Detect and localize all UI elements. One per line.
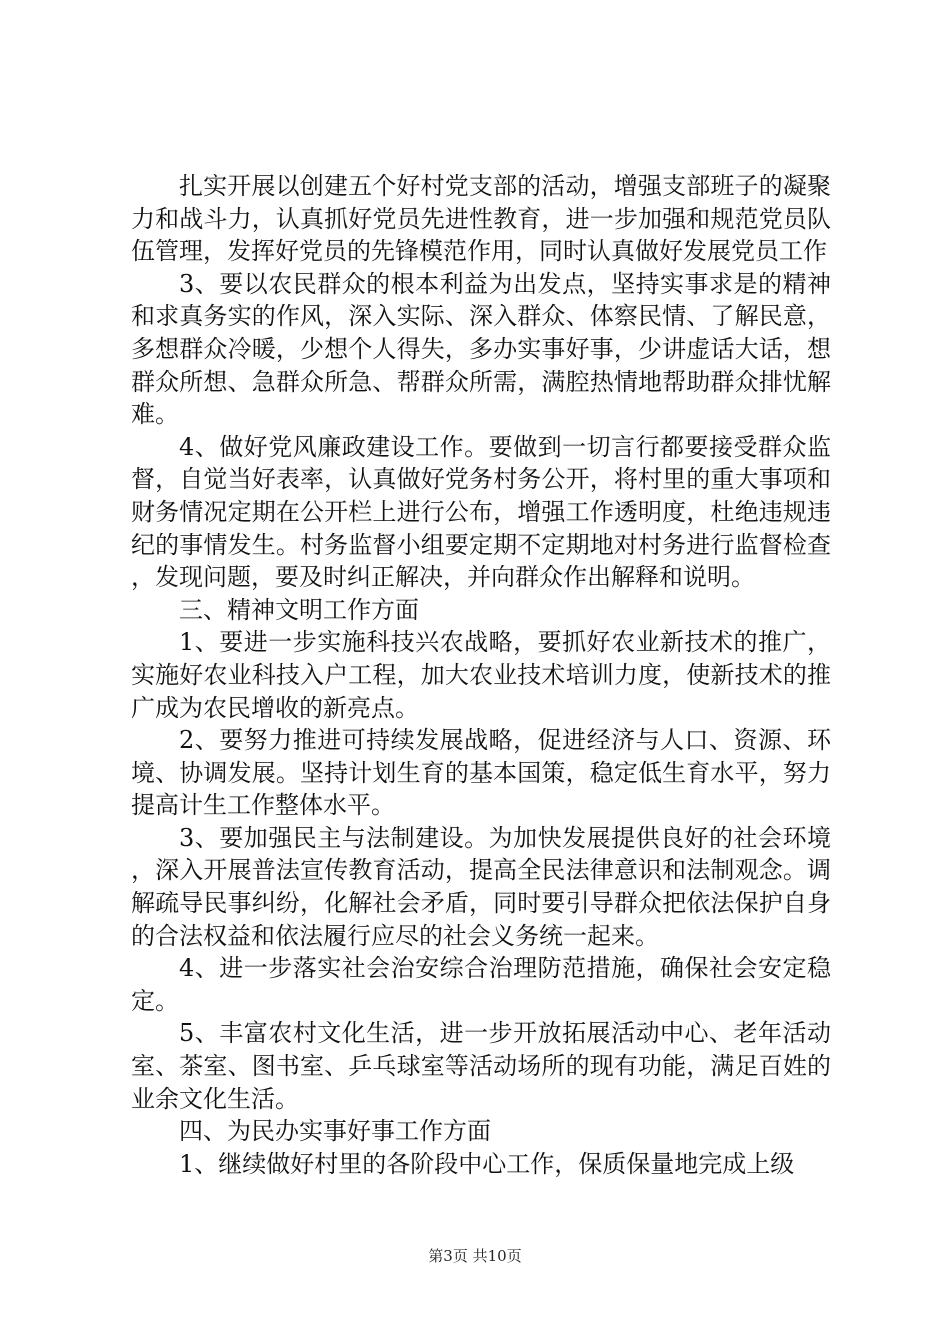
document-body [131,170,831,1180]
heading-section-3: 三、精神文明工作方面 [179,595,419,624]
paragraph-item-3-legal: 3、要加强民主与法制建设。为加快发展提供良好的社会环境，深入开展普法宣传教育活动，提高全民法律意识和法制观念。调解疏导民事纠纷，化解社会矛盾，同时要引导群众把依法保护自身的合法权益和依法履行应尽的社会义务统一起来。 [131,823,831,950]
paragraph-item-1-technology: 1、要进一步实施科技兴农战略，要抓好农业新技术的推广，实施好农业科技入户工程，加大农业技术培训力度，使新技术的推广成为农民增收的新亮点。 [131,628,831,722]
paragraph-item-1-central-work: 1、继续做好村里的各阶段中心工作，保质保量地完成上级 [179,1149,795,1178]
paragraph-item-5-culture: 5、丰富农村文化生活，进一步开放拓展活动中心、老年活动室、茶室、图书室、乒乓球室等活动场所的现有功能，满足百姓的业余文化生活。 [131,1019,831,1113]
paragraph-item-2-sustainable: 2、要努力推进可持续发展战略，促进经济与人口、资源、环境、协调发展。坚持计划生育的基本国策，稳定低生育水平，努力提高计生工作整体水平。 [131,726,831,820]
paragraph-item-3-people-interests: 3、要以农民群众的根本利益为出发点，坚持实事求是的精神和求真务实的作风，深入实际、深入群众、体察民情、了解民意，多想群众冷暖，少想个人得失，多办实事好事，少讲虚话大话，想群众所想、急群众所急、帮群众所需，满腔热情地帮助群众排忧解难。 [131,269,831,429]
page-number-footer: 第3页 共10页 [428,1247,522,1265]
paragraph-party-branch: 扎实开展以创建五个好村党支部的活动，增强支部班子的凝聚力和战斗力，认真抓好党员先进性教育，进一步加强和规范党员队伍管理，发挥好党员的先锋模范作用，同时认真做好发展党员工作 [131,172,831,266]
paragraph-item-4-clean-government: 4、做好党风廉政建设工作。要做到一切言行都要接受群众监督，自觉当好表率，认真做好党务村务公开，将村里的重大事项和财务情况定期在公开栏上进行公布，增强工作透明度，杜绝违规违纪的事情发生。村务监督小组要定期不定期地对村务进行监督检查，发现问题，要及时纠正解决，并向群众作出解释和说明。 [131,432,831,592]
heading-section-4: 四、为民办实事好事工作方面 [179,1117,491,1146]
paragraph-item-4-security: 4、进一步落实社会治安综合治理防范措施，确保社会安定稳定。 [131,954,831,1015]
